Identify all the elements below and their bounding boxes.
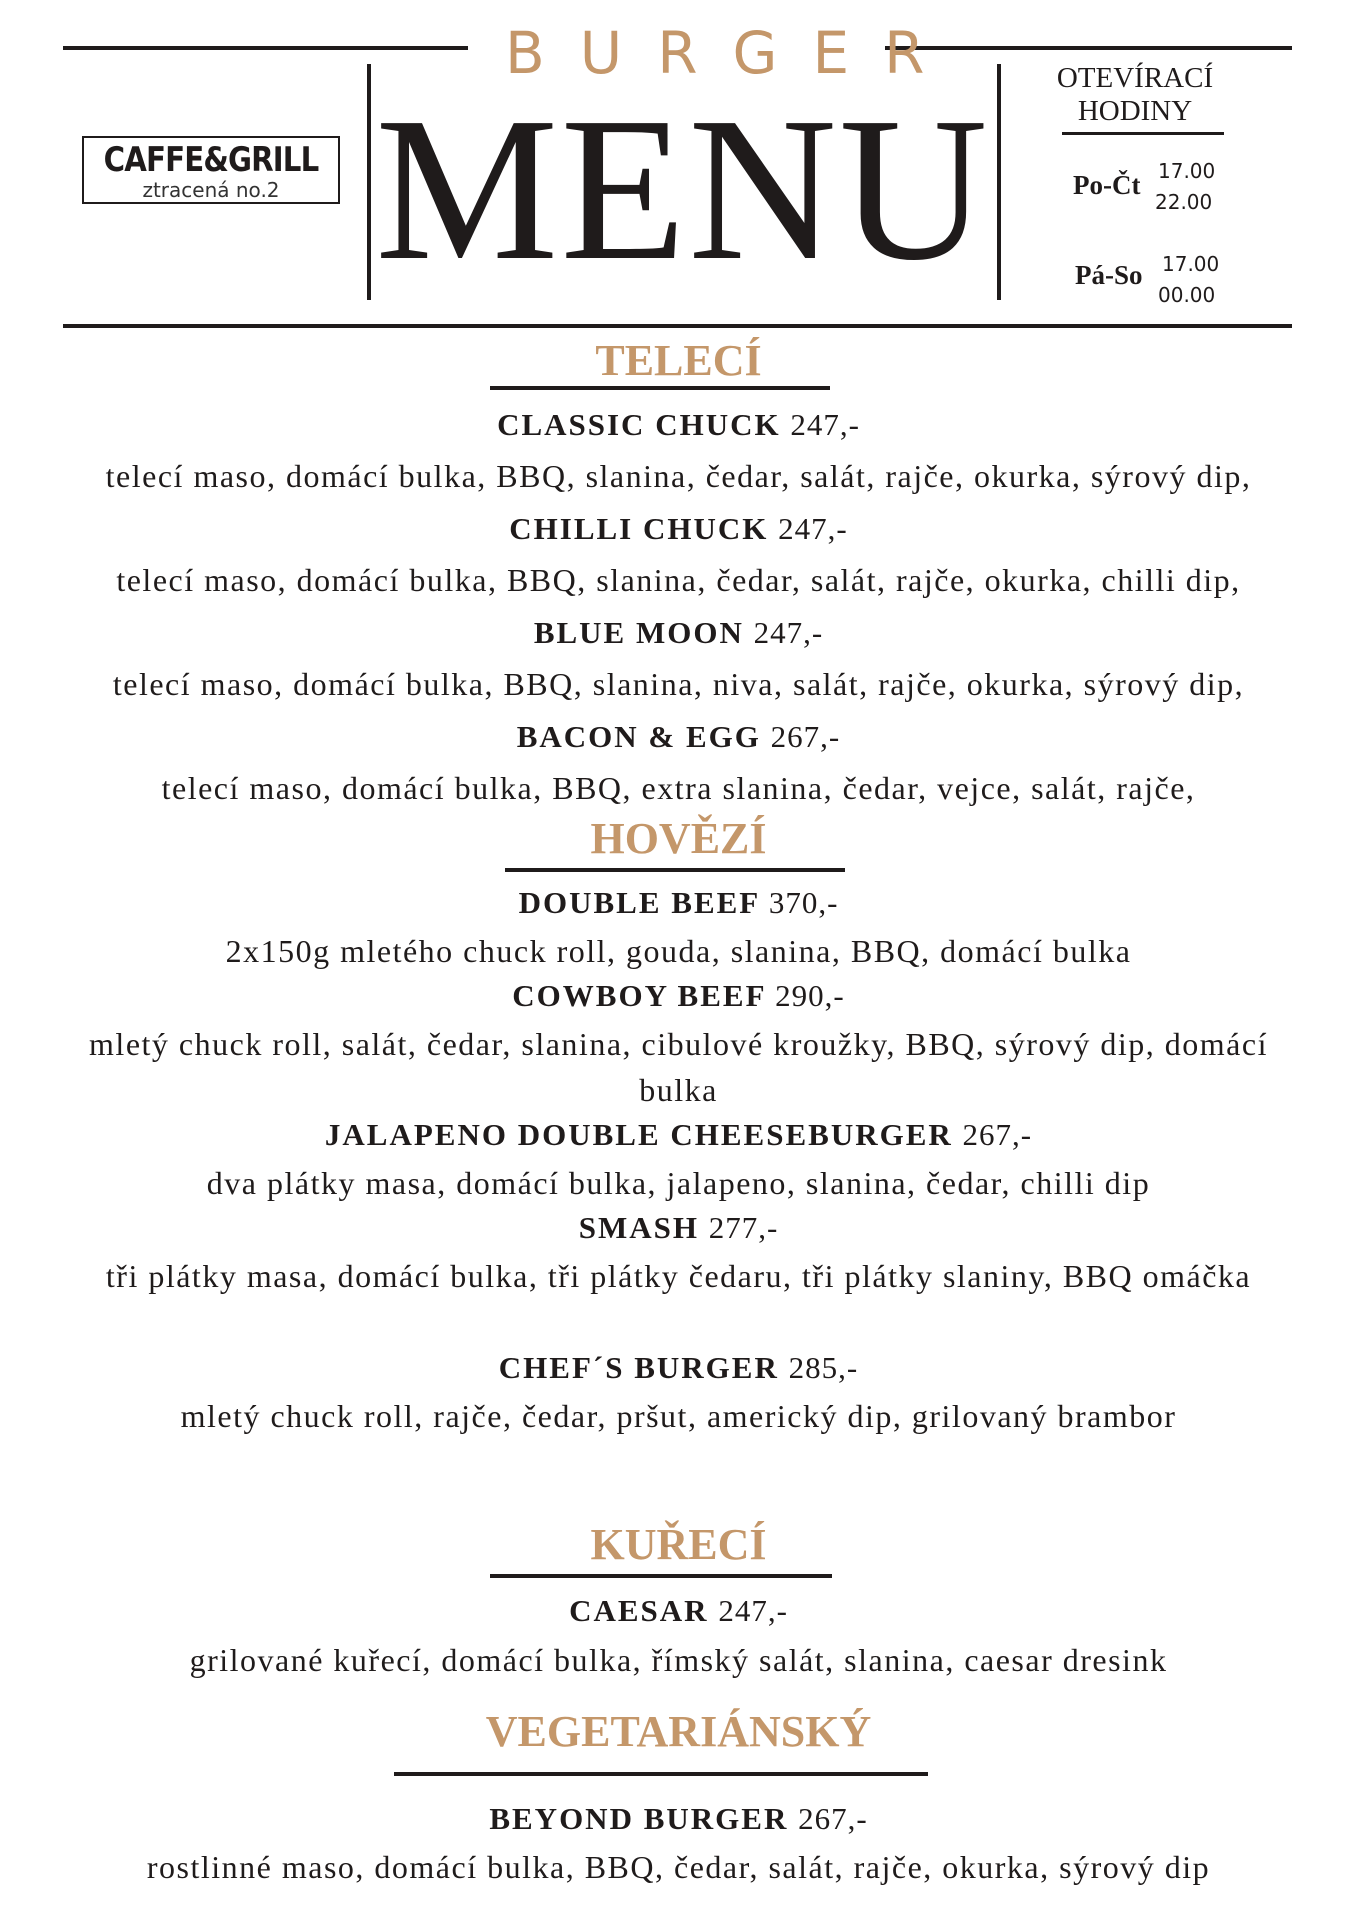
menu-item-description: telecí maso, domácí bulka, BBQ, slanina, niva, salát, rajče, okurka, sýrový dip, [112,666,1245,702]
item-price: 370,- [768,885,839,920]
hours-days-weekend: Pá-So [1075,260,1143,290]
menu-item-description: rostlinné maso, domácí bulka, BBQ, čedar, salát, rajče, okurka, sýrový dip [146,1849,1211,1885]
item-price: 247,- [718,1593,788,1628]
item-price: 247,- [790,407,860,442]
item-name-text: CAESAR [569,1593,709,1628]
item-price: 267,- [962,1117,1033,1152]
opening-hours-title [1035,62,1235,128]
menu-item-description: mletý chuck roll, rajče, čedar, pršut, americký dip, grilovaný brambor [180,1398,1177,1434]
item-name-text: BEYOND BURGER [489,1801,789,1836]
section-title-hovezi: HOVĚZÍ [590,814,767,863]
section-line-kureci [490,1574,832,1578]
hours-days-weekday: Po-Čt [1073,170,1141,200]
header-bottom-line [63,324,1292,328]
item-price: 247,- [753,615,824,650]
menu-item-name [0,406,1357,444]
menu-item-name [0,1592,1357,1630]
item-price: 267,- [798,1801,868,1836]
menu-item-name [0,1209,1357,1247]
menu-item-name [0,614,1357,652]
menu-item-description: telecí maso, domácí bulka, BBQ, slanina, čedar, salát, rajče, okurka, sýrový dip, [105,458,1252,494]
section-line-teleci [490,386,830,390]
section-title-teleci: TELECÍ [595,336,762,385]
logo-sub-text: ztracená no.2 [142,178,280,202]
menu-item-description: grilované kuřecí, domácí bulka, římský salát, slanina, caesar dresink [189,1642,1168,1678]
opening-hours-title-line-2: HODINY [1077,95,1193,127]
item-name-text: CLASSIC CHUCK [497,407,781,442]
menu-item-name [0,884,1357,922]
section-line-vegetariansky [394,1772,928,1776]
burger-heading: BURGER [505,19,960,87]
menu-item-description: dva plátky masa, domácí bulka, jalapeno, slanina, čedar, chilli dip [206,1165,1151,1201]
header-top-line-left [63,46,468,50]
item-name-text: SMASH [578,1210,699,1245]
item-name-text: BACON & EGG [516,719,761,754]
menu-item-description: 2x150g mletého chuck roll, gouda, slanina, BBQ, domácí bulka [225,933,1132,969]
menu-item-description: telecí maso, domácí bulka, BBQ, extra slanina, čedar, vejce, salát, rajče, [161,770,1196,806]
menu-item-name [0,510,1357,548]
opening-hours-underline [1062,132,1224,135]
logo [82,136,340,204]
menu-item-name [0,1116,1357,1154]
section-title-kureci: KUŘECÍ [590,1520,767,1569]
hours-open-weekday: 17.00 [1158,159,1216,183]
hours-open-weekend: 17.00 [1162,252,1220,276]
section-line-hovezi [505,868,845,872]
item-name-text: CHILLI CHUCK [509,511,769,546]
menu-item-description: telecí maso, domácí bulka, BBQ, slanina, čedar, salát, rajče, okurka, chilli dip, [116,562,1241,598]
menu-item-name [0,1349,1357,1387]
item-name-text: COWBOY BEEF [512,978,766,1013]
item-price: 290,- [775,978,845,1013]
hours-close-weekday: 22.00 [1155,190,1213,214]
header-divider-left [367,64,371,300]
logo-main-text: CAFFE&GRILL [103,140,319,180]
item-name-text: JALAPENO DOUBLE CHEESEBURGER [324,1117,953,1152]
item-price: 285,- [788,1350,859,1385]
menu-item-description: mletý chuck roll, salát, čedar, slanina, cibulové kroužky, BBQ, sýrový dip, domácí bulka [89,1026,1268,1108]
item-price: 247,- [778,511,848,546]
opening-hours-title-line-1: OTEVÍRACÍ [1056,62,1214,94]
menu-heading: MENU [375,74,990,303]
header-divider-right [997,64,1001,300]
item-name-text: BLUE MOON [533,615,744,650]
section-title-vegetariansky: VEGETARIÁNSKÝ [485,1707,872,1756]
hours-close-weekend: 00.00 [1158,283,1216,307]
menu-item-name [0,977,1357,1015]
menu-item-description: tři plátky masa, domácí bulka, tři plátky čedaru, tři plátky slaniny, BBQ omáčka [105,1258,1252,1294]
item-name-text: CHEF´S BURGER [498,1350,779,1385]
menu-item-name [0,1800,1357,1838]
item-price: 267,- [770,719,841,754]
item-name-text: DOUBLE BEEF [518,885,760,920]
item-price: 277,- [708,1210,779,1245]
menu-item-name [0,718,1357,756]
